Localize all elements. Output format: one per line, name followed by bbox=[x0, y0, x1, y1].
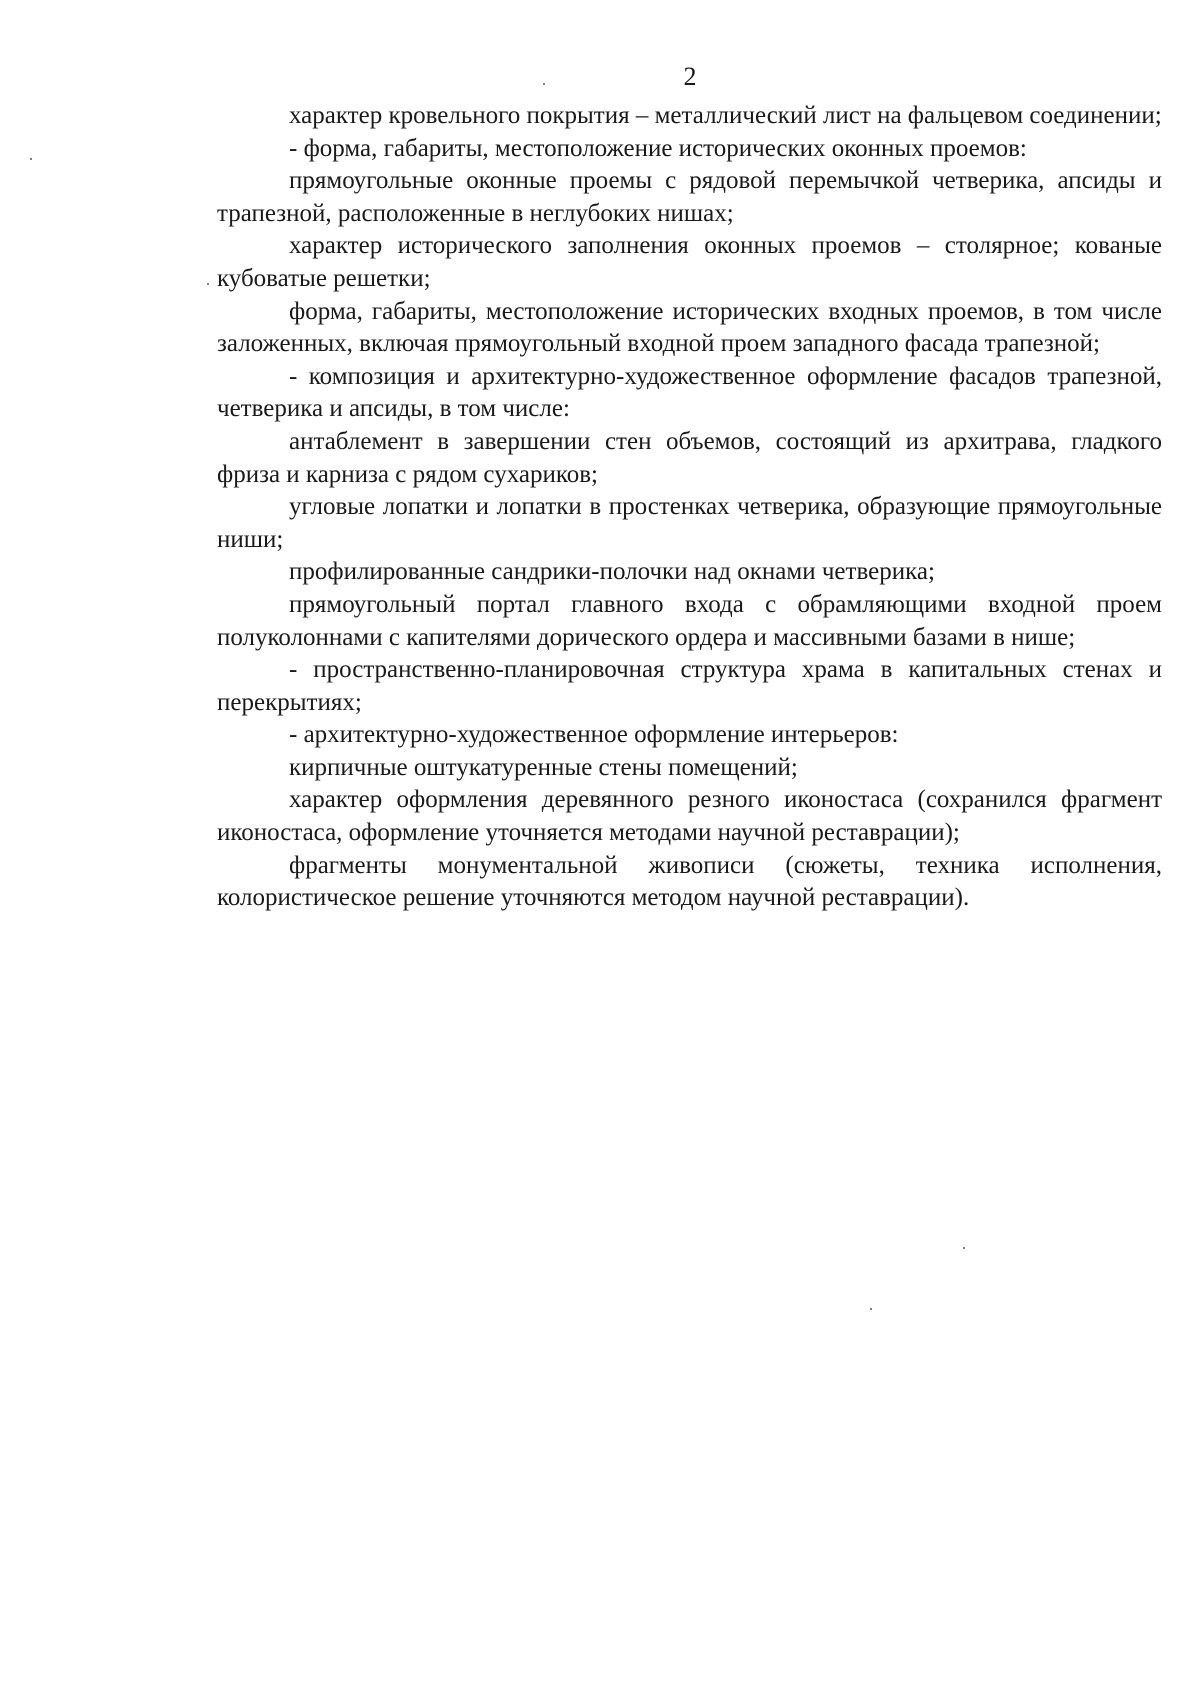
paragraph-facade-composition-heading: - композиция и архитектурно-художественное оформление фасадов трапезной, четверика и апсиды, в том числе: bbox=[217, 362, 1162, 423]
scan-speck bbox=[870, 1308, 872, 1310]
scan-speck bbox=[207, 283, 209, 285]
paragraph-entrance-openings: форма, габариты, местоположение исторических входных проемов, в том числе заложенных, включая прямоугольный входной проем западного фасада трапезной; bbox=[217, 297, 1162, 358]
paragraph-spatial-structure: - пространственно-планировочная структура храма в капитальных стенах и перекрытиях; bbox=[217, 656, 1162, 716]
paragraph-interior-heading: - архитектурно-художественное оформление интерьеров: bbox=[289, 721, 899, 749]
paragraph-window-filling: характер исторического заполнения оконных проемов – столярное; кованые кубоватые решетки; bbox=[217, 232, 1162, 292]
scan-speck bbox=[963, 1247, 965, 1249]
document-body bbox=[217, 100, 1162, 915]
scan-speck bbox=[30, 158, 32, 160]
page-number: 2 bbox=[683, 62, 697, 91]
paragraph-iconostasis: характер оформления деревянного резного иконостаса (сохранился фрагмент иконостаса, оформление уточняется методами научной реставрации); bbox=[217, 786, 1162, 847]
paragraph-sandriks: профилированные сандрики-полочки над окнами четверика; bbox=[289, 558, 935, 586]
paragraph-window-openings: прямоугольные оконные проемы с рядовой перемычкой четверика, апсиды и трапезной, расположенные в неглубоких нишах; bbox=[217, 167, 1162, 227]
paragraph-plastered-walls: кирпичные оштукатуренные стены помещений; bbox=[289, 753, 798, 781]
paragraph-window-openings-heading: - форма, габариты, местоположение исторических оконных проемов: bbox=[289, 134, 1027, 162]
paragraph-main-portal: прямоугольный портал главного входа с обрамляющими входной проем полуколоннами с капителями дорического ордера и массивными базами в нише; bbox=[217, 590, 1162, 651]
scan-speck bbox=[543, 83, 545, 85]
paragraph-roofing: характер кровельного покрытия – металлический лист на фальцевом соединении; bbox=[289, 102, 1162, 129]
paragraph-monumental-painting: фрагменты монументальной живописи (сюжеты, техника исполнения, колористическое решение уточняются методом научной реставрации). bbox=[217, 851, 1162, 912]
paragraph-entablature: антаблемент в завершении стен объемов, состоящий из архитрава, гладкого фриза и карниза с рядом сухариков; bbox=[217, 427, 1162, 488]
paragraph-pilasters: угловые лопатки и лопатки в простенках четверика, образующие прямоугольные ниши; bbox=[217, 493, 1162, 553]
